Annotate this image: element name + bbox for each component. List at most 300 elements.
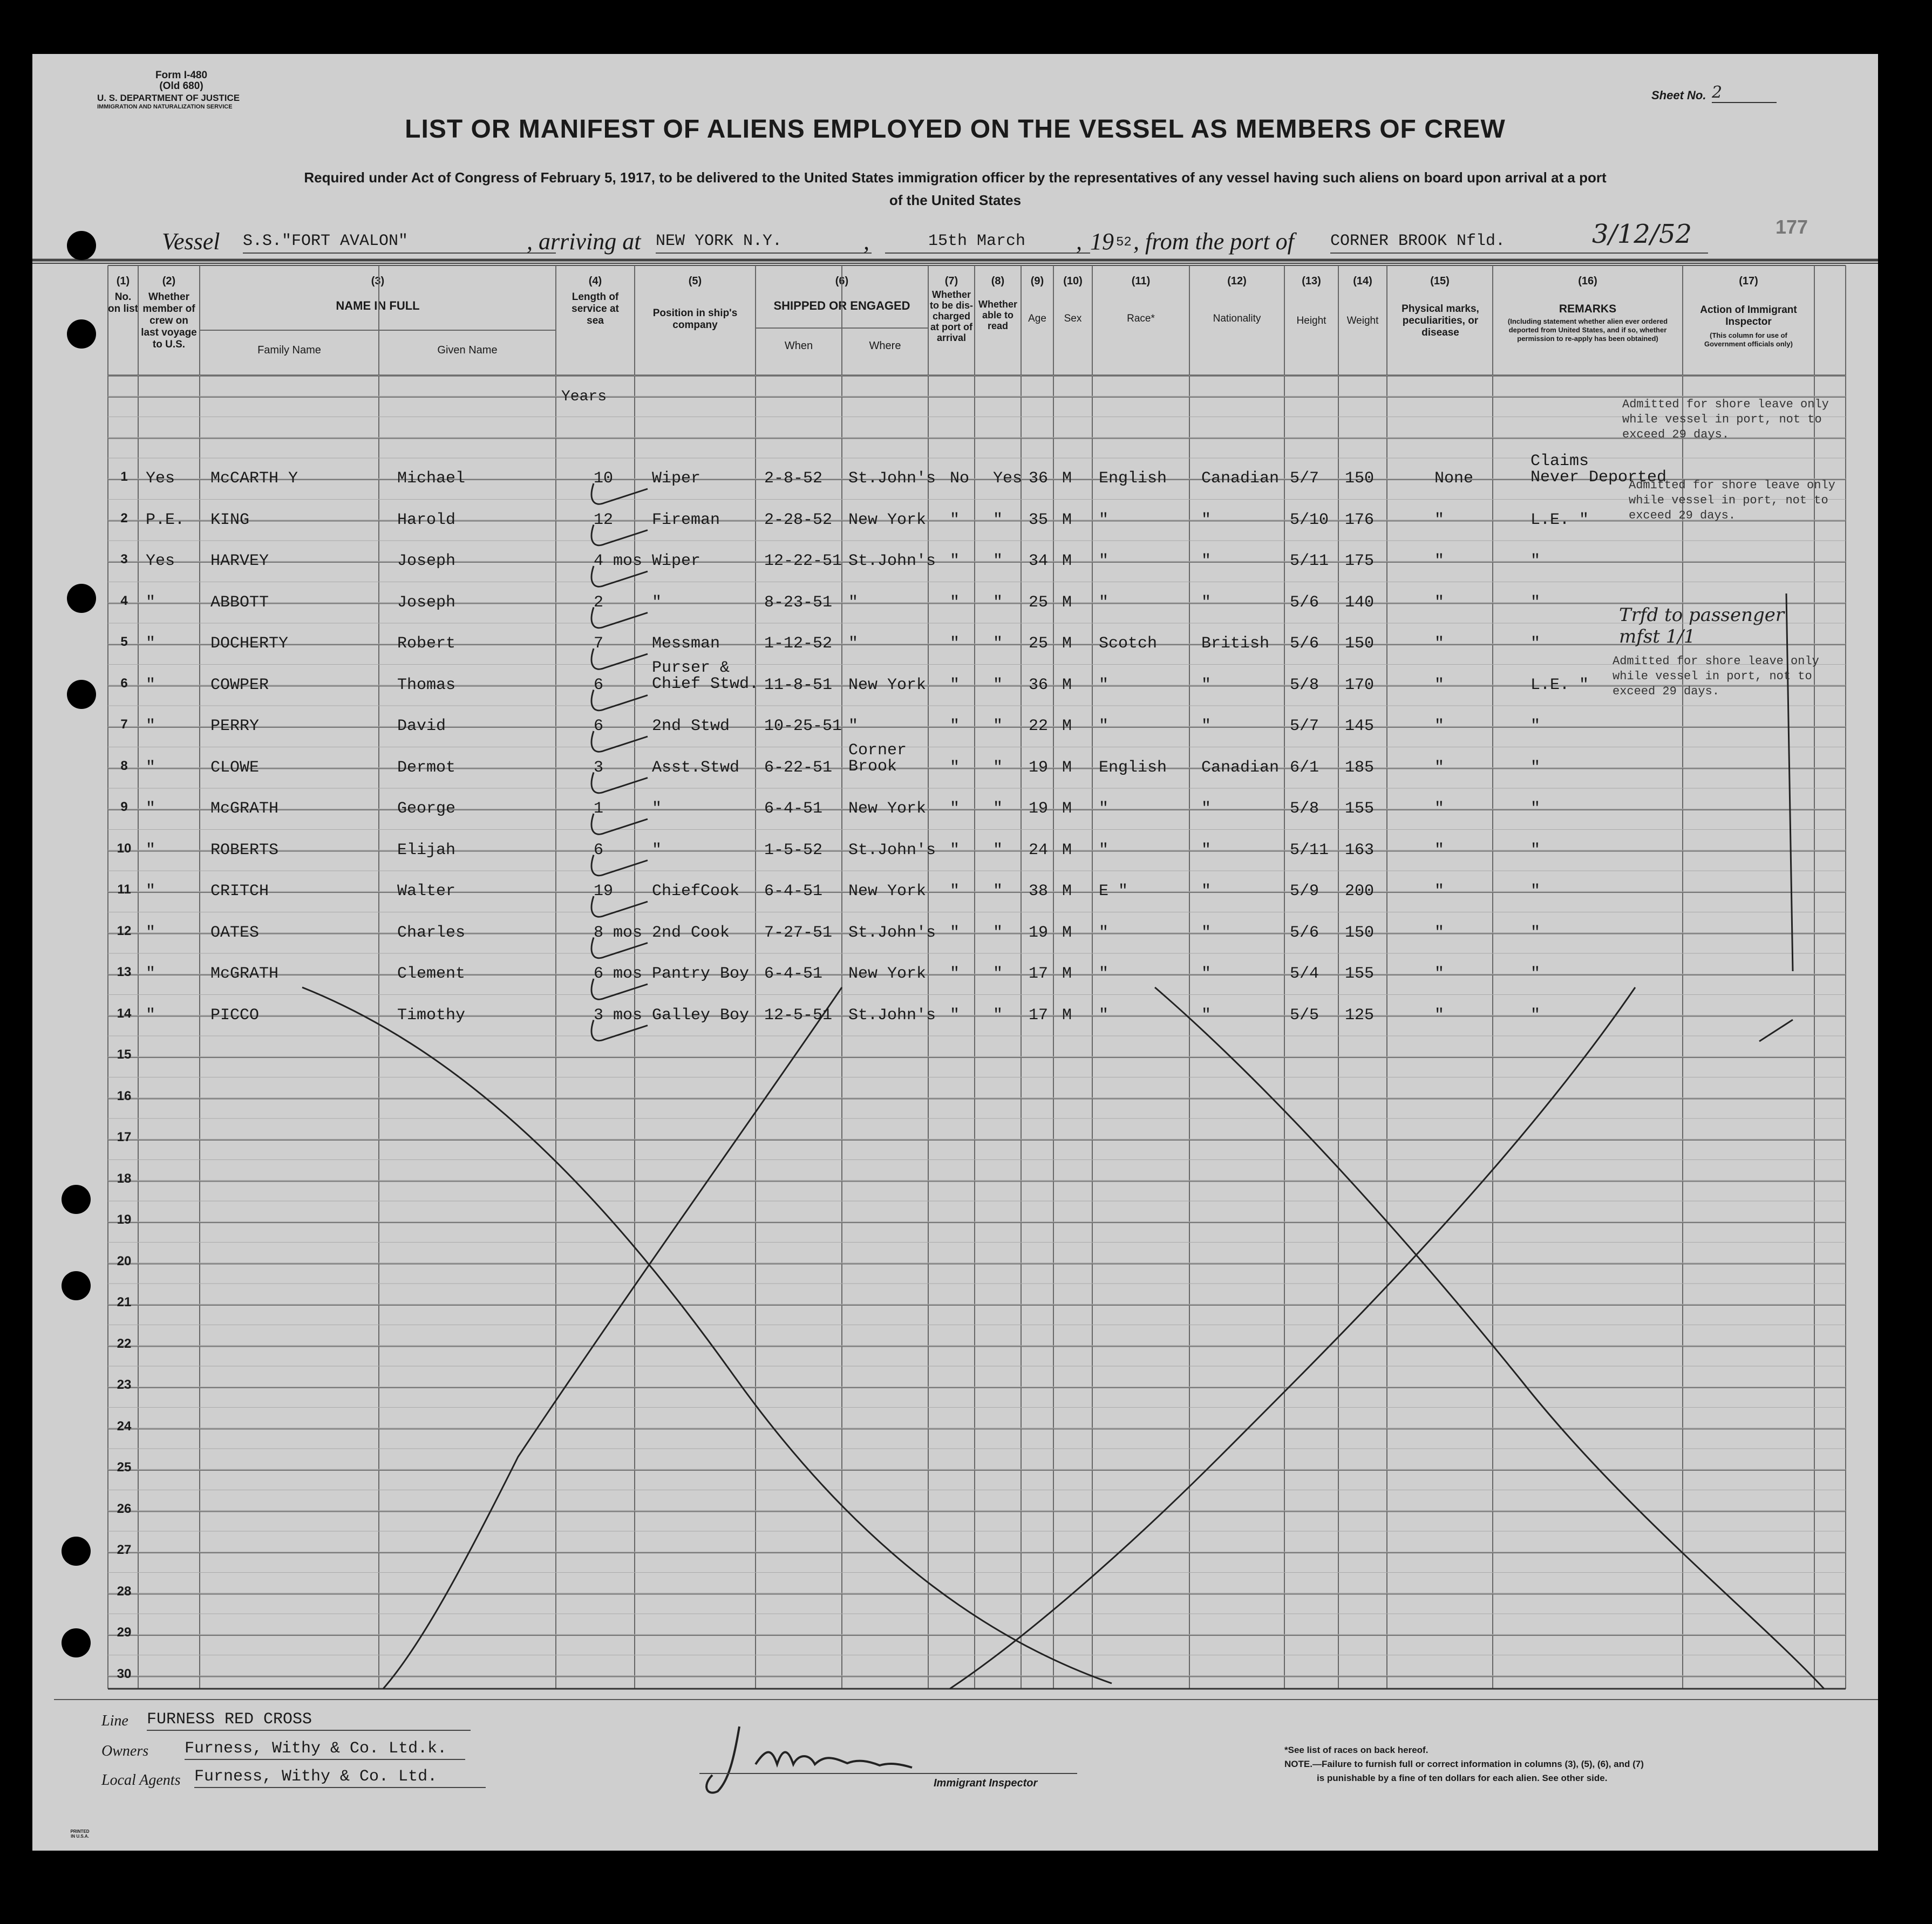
agents-underline	[194, 1787, 486, 1788]
discharge-cell: "	[950, 841, 960, 859]
physical-marks-cell: "	[1434, 552, 1445, 570]
col11-label: Race*	[1127, 313, 1155, 324]
weight-cell: 170	[1345, 676, 1375, 694]
discharge-cell: "	[950, 1006, 960, 1025]
given-name-cell: Robert	[397, 634, 456, 653]
able-to-read-cell: "	[993, 634, 1003, 653]
col6-label: SHIPPED OR ENGAGED	[773, 299, 910, 312]
col9-label: Age	[1028, 313, 1046, 324]
empty-row-number: 29	[117, 1625, 132, 1640]
service-length-cell: 6	[594, 717, 604, 735]
given-name-cell: Joseph	[397, 593, 456, 612]
remarks-cell: "	[1530, 800, 1541, 818]
remarks-cell: "	[1530, 923, 1541, 942]
remarks-cell: "	[1530, 965, 1541, 983]
physical-marks-cell: None	[1434, 469, 1474, 488]
nationality-cell: Canadian	[1201, 758, 1280, 777]
col10-label: Sex	[1064, 313, 1082, 324]
col7-label: Whether to be dis-charged at port of arrival	[930, 289, 973, 343]
row-number: 3	[120, 552, 128, 567]
col3-label: NAME IN FULL	[336, 299, 420, 312]
nationality-cell: "	[1201, 800, 1212, 818]
family-name-cell: COWPER	[210, 676, 269, 694]
col17-sublabel: (This column for use of Government officials only)	[1704, 331, 1793, 348]
col12-number: (12)	[1227, 275, 1247, 287]
manifest-sheet	[32, 54, 1878, 1851]
family-name-cell: PICCO	[210, 1006, 260, 1025]
shipped-when-cell: 11-8-51	[764, 676, 833, 694]
shipped-when-cell: 1-5-52	[764, 841, 823, 859]
years-label: Years	[561, 388, 607, 405]
shipped-when-cell: 6-22-51	[764, 758, 833, 777]
nationality-cell: "	[1201, 593, 1212, 612]
cross-out-line	[302, 987, 1112, 1683]
sex-cell: M	[1062, 552, 1072, 570]
physical-marks-cell: "	[1434, 634, 1445, 653]
last-voyage-cell: Yes	[146, 552, 175, 570]
row-number: 8	[120, 758, 128, 773]
able-to-read-cell: "	[993, 841, 1003, 859]
row-number: 6	[120, 676, 128, 691]
age-cell: 36	[1029, 469, 1049, 488]
vessel-label: Vessel	[162, 228, 220, 255]
shipped-where-cell: St.John's	[848, 469, 936, 488]
service-length-cell: 3	[594, 758, 604, 777]
discharge-cell: "	[950, 676, 960, 694]
family-name-cell: KING	[210, 510, 250, 529]
sex-cell: M	[1062, 1006, 1072, 1025]
position-cell: Galley Boy	[652, 1006, 750, 1025]
stamp-number: 177	[1775, 216, 1808, 238]
binder-hole	[62, 1271, 91, 1300]
row-number: 14	[117, 1006, 132, 1021]
last-voyage-cell: "	[146, 676, 156, 694]
shipped-where-cell: "	[848, 634, 859, 653]
weight-cell: 155	[1345, 800, 1375, 818]
remarks-cell: "	[1530, 758, 1541, 777]
year-separator: ,	[1076, 228, 1082, 255]
service-length-cell: 6 mos	[594, 965, 643, 983]
col10-number: (10)	[1063, 275, 1083, 287]
given-name-cell: Elijah	[397, 841, 456, 859]
age-cell: 19	[1029, 923, 1049, 942]
shipped-where-cell: St.John's	[848, 841, 936, 859]
age-cell: 19	[1029, 758, 1049, 777]
race-cell: E "	[1099, 882, 1128, 900]
last-voyage-cell: "	[146, 634, 156, 653]
col2-number: (2)	[162, 275, 176, 287]
line-underline	[147, 1730, 471, 1731]
age-cell: 25	[1029, 634, 1049, 653]
height-cell: 5/11	[1290, 841, 1329, 859]
nationality-cell: "	[1201, 552, 1212, 570]
able-to-read-cell: "	[993, 552, 1003, 570]
col14-label: Weight	[1346, 315, 1379, 326]
able-to-read-cell: "	[993, 510, 1003, 529]
position-cell: Fireman	[652, 510, 720, 529]
given-name-cell: David	[397, 717, 446, 735]
departure-port: CORNER BROOK Nfld.	[1330, 232, 1506, 250]
race-cell: "	[1099, 800, 1109, 818]
nationality-cell: "	[1201, 717, 1212, 735]
footnote-note: NOTE.—Failure to furnish full or correct information in columns (3), (5), (6), and (7)	[1284, 1759, 1644, 1769]
weight-cell: 176	[1345, 510, 1375, 529]
inspector-note-3-text: Admitted for shore leave only while vessel in port, not to exceed 29 days.	[1613, 654, 1819, 698]
nationality-cell: Canadian	[1201, 469, 1280, 488]
remarks-cell: "	[1530, 841, 1541, 859]
race-cell: "	[1099, 593, 1109, 612]
shipped-where-cell: St.John's	[848, 923, 936, 942]
last-voyage-cell: "	[146, 1006, 156, 1025]
last-voyage-cell: "	[146, 882, 156, 900]
physical-marks-cell: "	[1434, 923, 1445, 942]
height-cell: 5/6	[1290, 593, 1319, 612]
service-length-cell: 12	[594, 510, 614, 529]
empty-row-number: 28	[117, 1584, 132, 1599]
sex-cell: M	[1062, 758, 1072, 777]
col16-sublabel: (Including statement whether alien ever ordered deported from United States, and if so, whether permission to re-apply has been obtained)	[1507, 317, 1668, 343]
nationality-cell: "	[1201, 676, 1212, 694]
sex-cell: M	[1062, 676, 1072, 694]
empty-row-number: 27	[117, 1543, 132, 1557]
given-name-cell: Thomas	[397, 676, 456, 694]
height-cell: 5/8	[1290, 676, 1319, 694]
shipped-when-cell: 6-4-51	[764, 882, 823, 900]
col6-number: (6)	[835, 275, 849, 287]
arrival-date: 15th March	[928, 232, 1026, 250]
sheet-label: Sheet No.	[1651, 88, 1706, 102]
row-number: 11	[117, 882, 131, 897]
discharge-cell: No	[950, 469, 970, 488]
table-grid	[32, 54, 1878, 1851]
remarks-cell: L.E. "	[1530, 510, 1589, 529]
col4-label: Length of service at sea	[572, 291, 619, 326]
physical-marks-cell: "	[1434, 676, 1445, 694]
height-cell: 5/7	[1290, 717, 1319, 735]
handwritten-date: 3/12/52	[1592, 219, 1692, 249]
service-length-cell: 4 mos	[594, 552, 643, 570]
age-cell: 17	[1029, 965, 1049, 983]
position-cell: Asst.Stwd	[652, 758, 740, 777]
binder-hole	[62, 1537, 91, 1566]
shipped-where-cell: New York	[848, 965, 927, 983]
empty-row-number: 19	[117, 1212, 132, 1227]
line-value: FURNESS RED CROSS	[147, 1710, 312, 1729]
col8-number: (8)	[991, 275, 1005, 287]
discharge-cell: "	[950, 758, 960, 777]
owners-value: Furness, Withy & Co. Ltd.k.	[185, 1739, 447, 1758]
discharge-cell: "	[950, 923, 960, 942]
inspector-note-2	[1629, 478, 1835, 523]
physical-marks-cell: "	[1434, 510, 1445, 529]
col11-number: (11)	[1131, 275, 1151, 287]
remarks-cell: "	[1530, 552, 1541, 570]
old-form-number: (Old 680)	[159, 80, 203, 92]
given-name-cell: George	[397, 800, 456, 818]
cross-out-line	[950, 987, 1635, 1689]
age-cell: 25	[1029, 593, 1049, 612]
height-cell: 6/1	[1290, 758, 1319, 777]
last-voyage-cell: "	[146, 800, 156, 818]
height-cell: 5/4	[1290, 965, 1319, 983]
inspector-note-1	[1622, 397, 1829, 442]
service-name: IMMIGRATION AND NATURALIZATION SERVICE	[97, 104, 233, 110]
inspector-note-1-text: Admitted for shore leave only while vessel in port, not to exceed 29 days.	[1622, 398, 1829, 441]
given-name-cell: Clement	[397, 965, 466, 983]
col4-number: (4)	[588, 275, 602, 287]
physical-marks-cell: "	[1434, 1006, 1445, 1025]
race-cell: "	[1099, 923, 1109, 942]
last-voyage-cell: "	[146, 717, 156, 735]
able-to-read-cell: "	[993, 758, 1003, 777]
age-cell: 38	[1029, 882, 1049, 900]
col13-label: Height	[1296, 315, 1326, 326]
empty-row-number: 21	[117, 1295, 132, 1309]
binder-hole	[62, 1185, 91, 1214]
last-voyage-cell: "	[146, 758, 156, 777]
col6-when-label: When	[784, 340, 813, 352]
remarks-cell: "	[1530, 882, 1541, 900]
col7-number: (7)	[944, 275, 958, 287]
sex-cell: M	[1062, 882, 1072, 900]
binder-hole	[67, 584, 96, 613]
physical-marks-cell: "	[1434, 593, 1445, 612]
shipped-when-cell: 2-8-52	[764, 469, 823, 488]
sex-cell: M	[1062, 593, 1072, 612]
row-number: 5	[120, 634, 128, 649]
row-number: 12	[117, 923, 132, 938]
shipped-when-cell: 10-25-51	[764, 717, 842, 735]
physical-marks-cell: "	[1434, 717, 1445, 735]
printed-mark: PRINTED IN U.S.A.	[70, 1829, 90, 1839]
family-name-cell: McGRATH	[210, 800, 279, 818]
family-name-cell: ROBERTS	[210, 841, 279, 859]
col3-family-label: Family Name	[257, 344, 321, 356]
service-length-cell: 2	[594, 593, 604, 612]
agents-label: Local Agents	[101, 1772, 181, 1789]
sex-cell: M	[1062, 841, 1072, 859]
service-length-cell: 1	[594, 800, 604, 818]
col15-label: Physical marks, peculiarities, or disease	[1402, 303, 1479, 338]
last-voyage-cell: P.E.	[146, 510, 185, 529]
service-length-cell: 3 mos	[594, 1006, 643, 1025]
nationality-cell: "	[1201, 965, 1212, 983]
race-cell: "	[1099, 552, 1109, 570]
able-to-read-cell: "	[993, 800, 1003, 818]
family-name-cell: DOCHERTY	[210, 634, 289, 653]
col13-number: (13)	[1302, 275, 1321, 287]
position-cell: Purser & Chief Stwd.	[652, 658, 759, 693]
height-cell: 5/10	[1290, 510, 1329, 529]
service-length-cell: 6	[594, 841, 604, 859]
shipped-where-cell: "	[848, 593, 859, 612]
physical-marks-cell: "	[1434, 841, 1445, 859]
able-to-read-cell: "	[993, 882, 1003, 900]
age-cell: 19	[1029, 800, 1049, 818]
col16-number: (16)	[1578, 275, 1597, 287]
empty-row-number: 18	[117, 1171, 132, 1186]
service-length-cell: 19	[594, 882, 614, 900]
col3-number: (3)	[371, 275, 385, 287]
age-cell: 36	[1029, 676, 1049, 694]
col6-where-label: Where	[869, 340, 901, 352]
empty-row-number: 25	[117, 1460, 132, 1475]
last-voyage-cell: "	[146, 965, 156, 983]
binder-hole	[67, 319, 96, 349]
family-name-cell: CLOWE	[210, 758, 260, 777]
weight-cell: 175	[1345, 552, 1375, 570]
discharge-cell: "	[950, 593, 960, 612]
race-cell: "	[1099, 841, 1109, 859]
sheet-number: 2	[1712, 83, 1777, 103]
shipped-when-cell: 7-27-51	[764, 923, 833, 942]
given-name-cell: Charles	[397, 923, 466, 942]
able-to-read-cell: "	[993, 717, 1003, 735]
sex-cell: M	[1062, 469, 1072, 488]
age-cell: 34	[1029, 552, 1049, 570]
handwritten-transfer-note: Trfd to passenger mfst 1/1	[1619, 604, 1785, 647]
weight-cell: 125	[1345, 1006, 1375, 1025]
weight-cell: 163	[1345, 841, 1375, 859]
race-cell: "	[1099, 676, 1109, 694]
family-name-cell: McGRATH	[210, 965, 279, 983]
shipped-where-cell: St.John's	[848, 1006, 936, 1025]
age-cell: 24	[1029, 841, 1049, 859]
weight-cell: 140	[1345, 593, 1375, 612]
inspector-note-3	[1613, 654, 1819, 699]
nationality-cell: British	[1201, 634, 1270, 653]
empty-row-number: 24	[117, 1418, 132, 1434]
physical-marks-cell: "	[1434, 800, 1445, 818]
shipped-when-cell: 1-12-52	[764, 634, 833, 653]
given-name-cell: Michael	[397, 469, 466, 488]
cross-out-line	[1155, 987, 1824, 1689]
col5-label: Position in ship's company	[652, 308, 738, 331]
empty-row-number: 20	[117, 1253, 132, 1268]
remarks-cell: "	[1530, 1006, 1541, 1025]
shipped-where-cell: Corner Brook	[848, 741, 907, 776]
position-cell: Pantry Boy	[652, 965, 750, 983]
owners-label: Owners	[101, 1743, 149, 1759]
shipped-where-cell: New York	[848, 800, 927, 818]
date-separator: ,	[863, 228, 869, 255]
nationality-cell: "	[1201, 1006, 1212, 1025]
sex-cell: M	[1062, 923, 1072, 942]
position-cell: Messman	[652, 634, 720, 653]
row-number: 13	[117, 965, 132, 979]
able-to-read-cell: "	[993, 593, 1003, 612]
height-cell: 5/11	[1290, 552, 1329, 570]
sex-cell: M	[1062, 717, 1072, 735]
shipped-where-cell: New York	[848, 510, 927, 529]
col14-number: (14)	[1353, 275, 1372, 287]
col2-label: Whether member of crew on last voyage to U.S.	[141, 291, 197, 350]
arrival-port: NEW YORK N.Y.	[656, 232, 783, 250]
agents-value: Furness, Withy & Co. Ltd.	[194, 1768, 438, 1786]
empty-row-number: 23	[117, 1377, 132, 1392]
nationality-cell: "	[1201, 510, 1212, 529]
shipped-when-cell: 12-22-51	[764, 552, 842, 570]
family-name-cell: PERRY	[210, 717, 260, 735]
col3-given-label: Given Name	[437, 344, 498, 356]
col12-label: Nationality	[1213, 313, 1261, 324]
shipped-where-cell: New York	[848, 882, 927, 900]
shipped-where-cell: "	[848, 717, 859, 735]
vessel-name: S.S."FORT AVALON"	[243, 232, 409, 250]
age-cell: 35	[1029, 510, 1049, 529]
service-length-cell: 7	[594, 634, 604, 653]
position-cell: Wiper	[652, 552, 701, 570]
empty-row-number: 26	[117, 1501, 132, 1516]
weight-cell: 150	[1345, 634, 1375, 653]
position-cell: "	[652, 593, 662, 612]
empty-row-number: 15	[117, 1047, 132, 1062]
remarks-cell: Claims Never Deported	[1530, 452, 1667, 487]
col8-label: Whether able to read	[978, 299, 1017, 331]
family-name-cell: ABBOTT	[210, 593, 269, 612]
col9-number: (9)	[1030, 275, 1044, 287]
weight-cell: 200	[1345, 882, 1375, 900]
row-number: 2	[120, 510, 128, 526]
discharge-cell: "	[950, 882, 960, 900]
height-cell: 5/6	[1290, 634, 1319, 653]
given-name-cell: Walter	[397, 882, 456, 900]
binder-hole	[62, 1628, 91, 1657]
shipped-where-cell: St.John's	[848, 552, 936, 570]
height-cell: 5/7	[1290, 469, 1319, 488]
shipped-where-cell: New York	[848, 676, 927, 694]
empty-row-number: 17	[117, 1130, 132, 1144]
height-cell: 5/8	[1290, 800, 1319, 818]
age-cell: 22	[1029, 717, 1049, 735]
discharge-cell: "	[950, 510, 960, 529]
inspector-signature-line	[699, 1773, 1077, 1774]
able-to-read-cell: Yes	[993, 469, 1023, 488]
nationality-cell: "	[1201, 841, 1212, 859]
col1-label: No. on list	[108, 291, 138, 315]
inspector-note-2-text: Admitted for shore leave only while vessel in port, not to exceed 29 days.	[1629, 479, 1835, 522]
height-cell: 5/9	[1290, 882, 1319, 900]
inspector-signature	[696, 1716, 977, 1824]
race-cell: English	[1099, 758, 1167, 777]
col1-number: (1)	[116, 275, 130, 287]
given-name-cell: Dermot	[397, 758, 456, 777]
family-name-cell: OATES	[210, 923, 260, 942]
col15-number: (15)	[1430, 275, 1450, 287]
discharge-cell: "	[950, 800, 960, 818]
col16-label: REMARKS	[1559, 303, 1617, 315]
position-cell: Wiper	[652, 469, 701, 488]
empty-row-number: 16	[117, 1088, 132, 1103]
form-number: Form I-480	[155, 70, 208, 81]
owners-underline	[185, 1759, 465, 1760]
binder-hole	[67, 680, 96, 709]
given-name-cell: Harold	[397, 510, 456, 529]
physical-marks-cell: "	[1434, 882, 1445, 900]
service-length-cell: 8 mos	[594, 923, 643, 942]
able-to-read-cell: "	[993, 1006, 1003, 1025]
cross-out-line	[383, 987, 842, 1689]
physical-marks-cell: "	[1434, 758, 1445, 777]
last-voyage-cell: "	[146, 923, 156, 942]
weight-cell: 155	[1345, 965, 1375, 983]
race-cell: "	[1099, 510, 1109, 529]
discharge-cell: "	[950, 552, 960, 570]
subtitle-line-2: of the United States	[889, 192, 1022, 208]
able-to-read-cell: "	[993, 676, 1003, 694]
able-to-read-cell: "	[993, 923, 1003, 942]
sex-cell: M	[1062, 965, 1072, 983]
